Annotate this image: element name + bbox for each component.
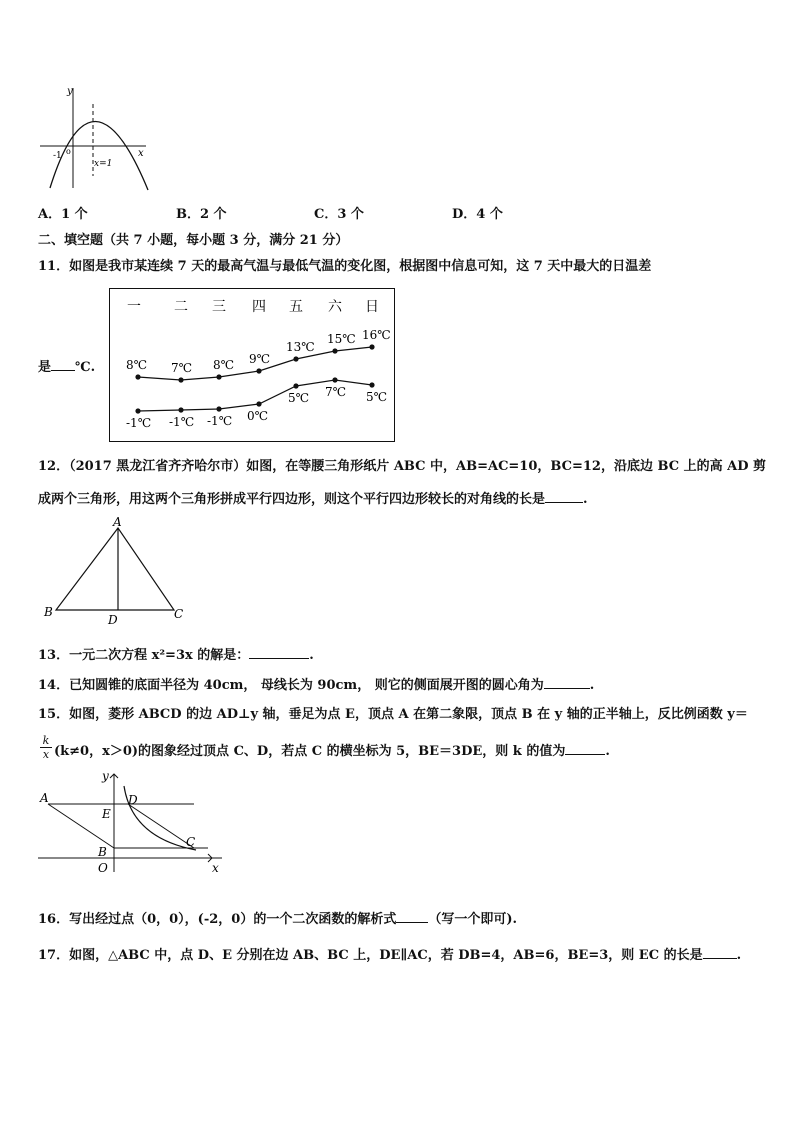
q11-text: 11．如图是我市某连续 7 天的最高气温与最低气温的变化图，根据图中信息可知，这 7 天中最大的日温差 [38,259,652,274]
q11-blank [51,358,75,371]
low-temp-label: 5℃ [288,391,310,405]
rhombus-figure [36,768,226,878]
low-temp-point [369,382,374,387]
rhombus-label-e: E [102,807,111,821]
rhombus-label-a: A [40,791,49,805]
q16-text: 16．写出经过点（0，0），(-2，0）的一个二次函数的解析式 [38,912,397,927]
low-temp-point [216,406,221,411]
q15-fraction [40,734,52,761]
high-temp-label: 16℃ [362,328,391,342]
q16-end: （写一个即可). [428,912,518,927]
day-label: 四 [252,299,266,315]
q17-end: . [736,948,742,963]
low-temp-point [178,407,183,412]
high-temp-label: 8℃ [126,358,148,372]
low-temp-label: 0℃ [247,409,269,423]
day-label: 五 [289,299,303,315]
q12-text: 成两个三角形，用这两个三角形拼成平行四边形，则这个平行四边形较长的对角线的长是 [38,492,546,507]
low-temp-point [293,383,298,388]
triangle-figure [38,514,198,626]
high-temp-point [135,374,140,379]
parabola-graph [36,84,156,194]
low-temp-point [332,377,337,382]
low-temp-label: 5℃ [366,390,388,404]
rhombus-label-c: C [186,835,196,849]
day-label: 六 [328,299,342,315]
high-temp-point [332,348,337,353]
q11-suffix: ℃. [75,360,96,375]
q11-prefix: 是 [38,360,52,375]
q15-frac-num: k [40,734,52,748]
q13-end: . [309,648,314,663]
low-temp-label: 7℃ [325,385,347,399]
graph-axis-line-label: x=1 [94,159,113,169]
day-label: 二 [174,299,188,315]
q11-answer-line [38,358,95,377]
q17-text: 17．如图，△ABC 中，点 D、E 分别在边 AB、BC 上，DE∥AC，若 DB=4，AB=6，BE=3，则 EC 的长是 [38,948,703,963]
q13-blank [249,646,309,659]
q17-line [38,946,741,965]
high-temp-label: 8℃ [213,358,235,372]
day-label: 一 [127,299,141,315]
q12-line2 [38,490,588,509]
high-temp-point [216,374,221,379]
q14-text: 14．已知圆锥的底面半径为 40cm， 母线长为 90cm， 则它的侧面展开图的圆心角为 [38,678,544,693]
graph-neg-one: -1 [53,151,62,161]
q12-line1: 12．（2017 黑龙江省齐齐哈尔市）如图，在等腰三角形纸片 ABC 中，AB=AC=10，BC=12，沿底边 BC 上的高 AD 剪 [38,459,766,474]
high-temp-label: 9℃ [249,352,271,366]
high-temp-point [256,368,261,373]
rhombus-label-x: x [212,861,219,875]
q15-frac-den: x [42,748,50,761]
triangle-label-b: B [44,605,53,619]
option-d: D．4 个 [452,207,503,222]
q13-text: 13．一元二次方程 x²=3x 的解是： [38,648,250,663]
high-temp-label: 13℃ [286,340,315,354]
day-label: 日 [365,299,379,315]
q15-end: . [605,744,610,759]
q16-blank [396,910,428,923]
low-temp-label: -1℃ [126,416,152,430]
temperature-chart [109,288,395,442]
q15-line1: 15．如图，菱形 ABCD 的边 AD⊥y 轴，垂足为点 E，顶点 A 在第二象限，顶点 B 在 y 轴的正半轴上，反比例函数 y＝ [38,707,748,722]
q14-line [38,676,594,695]
graph-x-label: x [138,148,144,159]
option-b: B．2 个 [176,207,227,222]
low-temp-label: -1℃ [169,415,195,429]
option-c: C．3 个 [314,207,364,222]
rhombus-label-o: O [98,861,108,875]
q15-line2 [54,742,610,761]
option-a: A．1 个 [38,207,88,222]
triangle-label-d: D [108,613,118,626]
low-temp-point [135,408,140,413]
q13-line [38,646,314,665]
low-temp-label: -1℃ [207,414,233,428]
high-temp-point [293,356,298,361]
day-label: 三 [212,299,226,315]
q15-text: (k≠0，x＞0)的图象经过顶点 C、D，若点 C 的横坐标为 5，BE＝3DE，则 k 的值为 [54,744,566,759]
section-title: 二、填空题（共 7 小题，每小题 3 分，满分 21 分） [38,233,349,248]
q17-blank [703,946,737,959]
rhombus-label-d: D [128,793,138,807]
q12-end: . [583,492,588,507]
high-temp-point [369,344,374,349]
q14-end: . [589,678,595,693]
temperature-chart-svg [110,289,396,443]
rhombus-label-b: B [98,845,107,859]
q15-blank [565,742,605,755]
high-temp-label: 15℃ [327,332,356,346]
q14-blank [544,676,590,689]
rhombus-label-y: y [102,769,109,783]
graph-y-label: y [67,86,73,97]
high-temp-label: 7℃ [171,361,193,375]
high-temp-point [178,377,183,382]
q16-line [38,910,517,929]
graph-origin: o [66,147,71,156]
triangle-label-a: A [113,515,122,529]
q12-blank [545,490,583,503]
low-temp-point [256,401,261,406]
triangle-label-c: C [174,607,184,621]
